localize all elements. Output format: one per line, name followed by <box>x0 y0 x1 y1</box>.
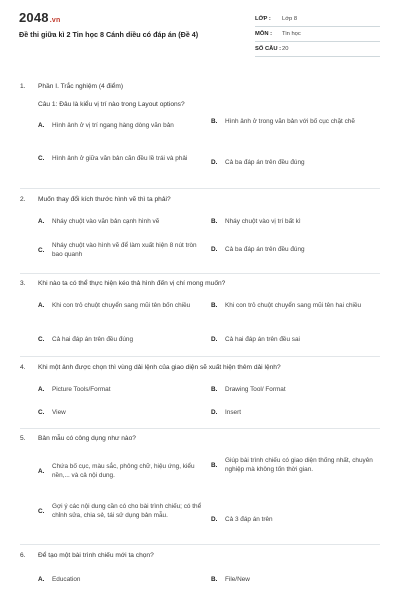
option-letter: A. <box>38 576 45 583</box>
question-number: 5. <box>20 435 26 442</box>
site-logo[interactable] <box>19 10 60 25</box>
option-text: Cả 3 đáp án trên <box>225 516 273 523</box>
answer-option[interactable] <box>38 241 206 259</box>
option-text: Picture Tools/Format <box>52 386 111 393</box>
answer-option[interactable] <box>211 158 381 167</box>
logo-suffix: .vn <box>49 17 61 24</box>
option-text: Gợi ý các nội dung cần có cho bài trình chiếu; có thể chỉnh sửa, chia sẻ, tái sử dụng bản mẫu. <box>52 503 202 519</box>
option-letter: B. <box>211 386 218 393</box>
answer-option[interactable] <box>211 245 381 254</box>
question-number: 4. <box>20 364 26 371</box>
info-label: LỚP : <box>255 16 271 22</box>
answer-option[interactable] <box>38 154 206 163</box>
info-row-subject <box>255 27 380 42</box>
info-label: MÔN : <box>255 31 273 37</box>
answer-option[interactable] <box>38 462 206 480</box>
document-title: Đề thi giữa kì 2 Tin học 8 Cánh diều có đáp án (Đề 4) <box>19 30 199 39</box>
divider <box>20 544 380 545</box>
divider <box>20 356 380 357</box>
option-letter: D. <box>211 246 218 253</box>
divider <box>20 428 380 429</box>
question-heading <box>20 435 136 442</box>
question-number: 6. <box>20 552 26 559</box>
info-row-class <box>255 12 380 27</box>
answer-option[interactable] <box>211 217 381 226</box>
answer-option[interactable] <box>211 335 381 344</box>
option-letter: B. <box>211 118 218 125</box>
option-text: Chứa bố cục, màu sắc, phông chữ, hiệu ứng, kiểu nền,... và cả nội dung. <box>52 463 195 479</box>
question-text: Muốn thay đổi kích thước hình vẽ thì ta phải? <box>38 196 171 203</box>
question-number: 3. <box>20 280 26 287</box>
question-text: Khi nào ta có thể thực hiện kéo thả hình đến vị chí mong muốn? <box>38 280 226 287</box>
answer-option[interactable] <box>211 515 381 524</box>
option-letter: A. <box>38 302 45 309</box>
option-letter: C. <box>38 246 45 254</box>
info-label: SỐ CÂU : <box>255 46 282 52</box>
option-letter: D. <box>211 159 218 166</box>
question-text: Bản mẫu có công dụng như nào? <box>38 435 136 442</box>
option-letter: A. <box>38 467 45 475</box>
answer-option[interactable] <box>38 335 206 344</box>
question-heading <box>20 83 123 90</box>
answer-option[interactable] <box>38 385 206 394</box>
option-letter: D. <box>211 336 218 343</box>
info-value: 20 <box>282 46 289 52</box>
question-text: Phần I. Trắc nghiệm (4 điểm) <box>38 83 124 90</box>
logo-main: 2048 <box>19 10 49 25</box>
option-letter: B. <box>211 576 218 583</box>
question-text: Để tạo một bài trình chiếu mới ta chọn? <box>38 552 154 559</box>
question-heading <box>20 552 154 559</box>
option-letter: A. <box>38 122 45 129</box>
answer-option[interactable] <box>38 575 206 584</box>
option-text: Cả hai đáp án trên đều đúng <box>52 336 134 343</box>
question-heading <box>20 364 281 371</box>
option-letter: C. <box>38 155 45 162</box>
option-text: View <box>52 409 66 416</box>
answer-option[interactable] <box>38 408 206 417</box>
option-letter: C. <box>38 507 45 515</box>
option-text: Education <box>52 576 81 583</box>
question-heading <box>20 196 171 203</box>
info-row-count <box>255 42 380 57</box>
divider <box>20 273 380 274</box>
answer-option[interactable] <box>211 117 381 126</box>
option-text: Hình ảnh ở giữa văn bản căn đều lề trái và phải <box>52 155 188 162</box>
option-text: Khi con trỏ chuột chuyển sang mũi tên bốn chiều <box>52 302 191 309</box>
answer-option[interactable] <box>211 408 381 417</box>
info-value: Lớp 8 <box>282 16 298 22</box>
option-text: Cả ba đáp án trên đều đúng <box>225 159 305 166</box>
option-text: Cả ba đáp án trên đều đúng <box>225 246 305 253</box>
question-number: 2. <box>20 196 26 203</box>
answer-option[interactable] <box>211 575 381 584</box>
answer-option[interactable] <box>38 301 206 310</box>
option-letter: B. <box>211 218 218 225</box>
option-letter: B. <box>211 461 218 469</box>
answer-option[interactable] <box>211 456 381 474</box>
option-letter: D. <box>211 516 218 523</box>
option-text: Hình ảnh ở vị trí ngang hàng dòng văn bản <box>52 122 174 129</box>
answer-option[interactable] <box>211 301 381 310</box>
answer-option[interactable] <box>211 385 381 394</box>
option-text: Giúp bài trình chiếu có giao diện thống nhất, chuyên nghiệp mà không tốn thời gian. <box>225 457 373 473</box>
option-letter: A. <box>38 218 45 225</box>
info-panel <box>255 12 380 57</box>
divider <box>20 188 380 189</box>
option-text: Hình ảnh ở trong văn bản với bố cục chặt chẽ <box>225 118 355 125</box>
option-letter: D. <box>211 409 218 416</box>
option-text: Nháy chuột vào văn bản cạnh hình vẽ <box>52 218 160 225</box>
page-header <box>0 0 400 62</box>
option-text: Khi con trỏ chuột chuyển sang mũi tên hai chiều <box>225 302 362 309</box>
option-letter: C. <box>38 409 45 416</box>
option-text: Nháy chuột vào vị trí bất kì <box>225 218 301 225</box>
option-text: Drawing Tool/ Format <box>225 386 286 393</box>
option-text: Insert <box>225 409 241 416</box>
option-text: File/New <box>225 576 250 583</box>
answer-option[interactable] <box>38 121 206 130</box>
option-letter: A. <box>38 386 45 393</box>
question-text: Khi một ảnh được chọn thì vùng dải lệnh của giao diện sẽ xuất hiện thêm dải lệnh? <box>38 364 281 371</box>
option-letter: B. <box>211 302 218 309</box>
question-subtext: Câu 1: Đâu là kiểu vị trí nào trong Layout options? <box>38 101 185 108</box>
option-text: Cả hai đáp án trên đều sai <box>225 336 300 343</box>
answer-option[interactable] <box>38 502 206 520</box>
option-text: Nháy chuột vào hình vẽ để làm xuất hiện 8 nút tròn bao quanh <box>52 242 197 258</box>
answer-option[interactable] <box>38 217 206 226</box>
option-letter: C. <box>38 336 45 343</box>
question-number: 1. <box>20 83 26 90</box>
info-value: Tin học <box>282 31 301 37</box>
question-heading <box>20 280 225 287</box>
